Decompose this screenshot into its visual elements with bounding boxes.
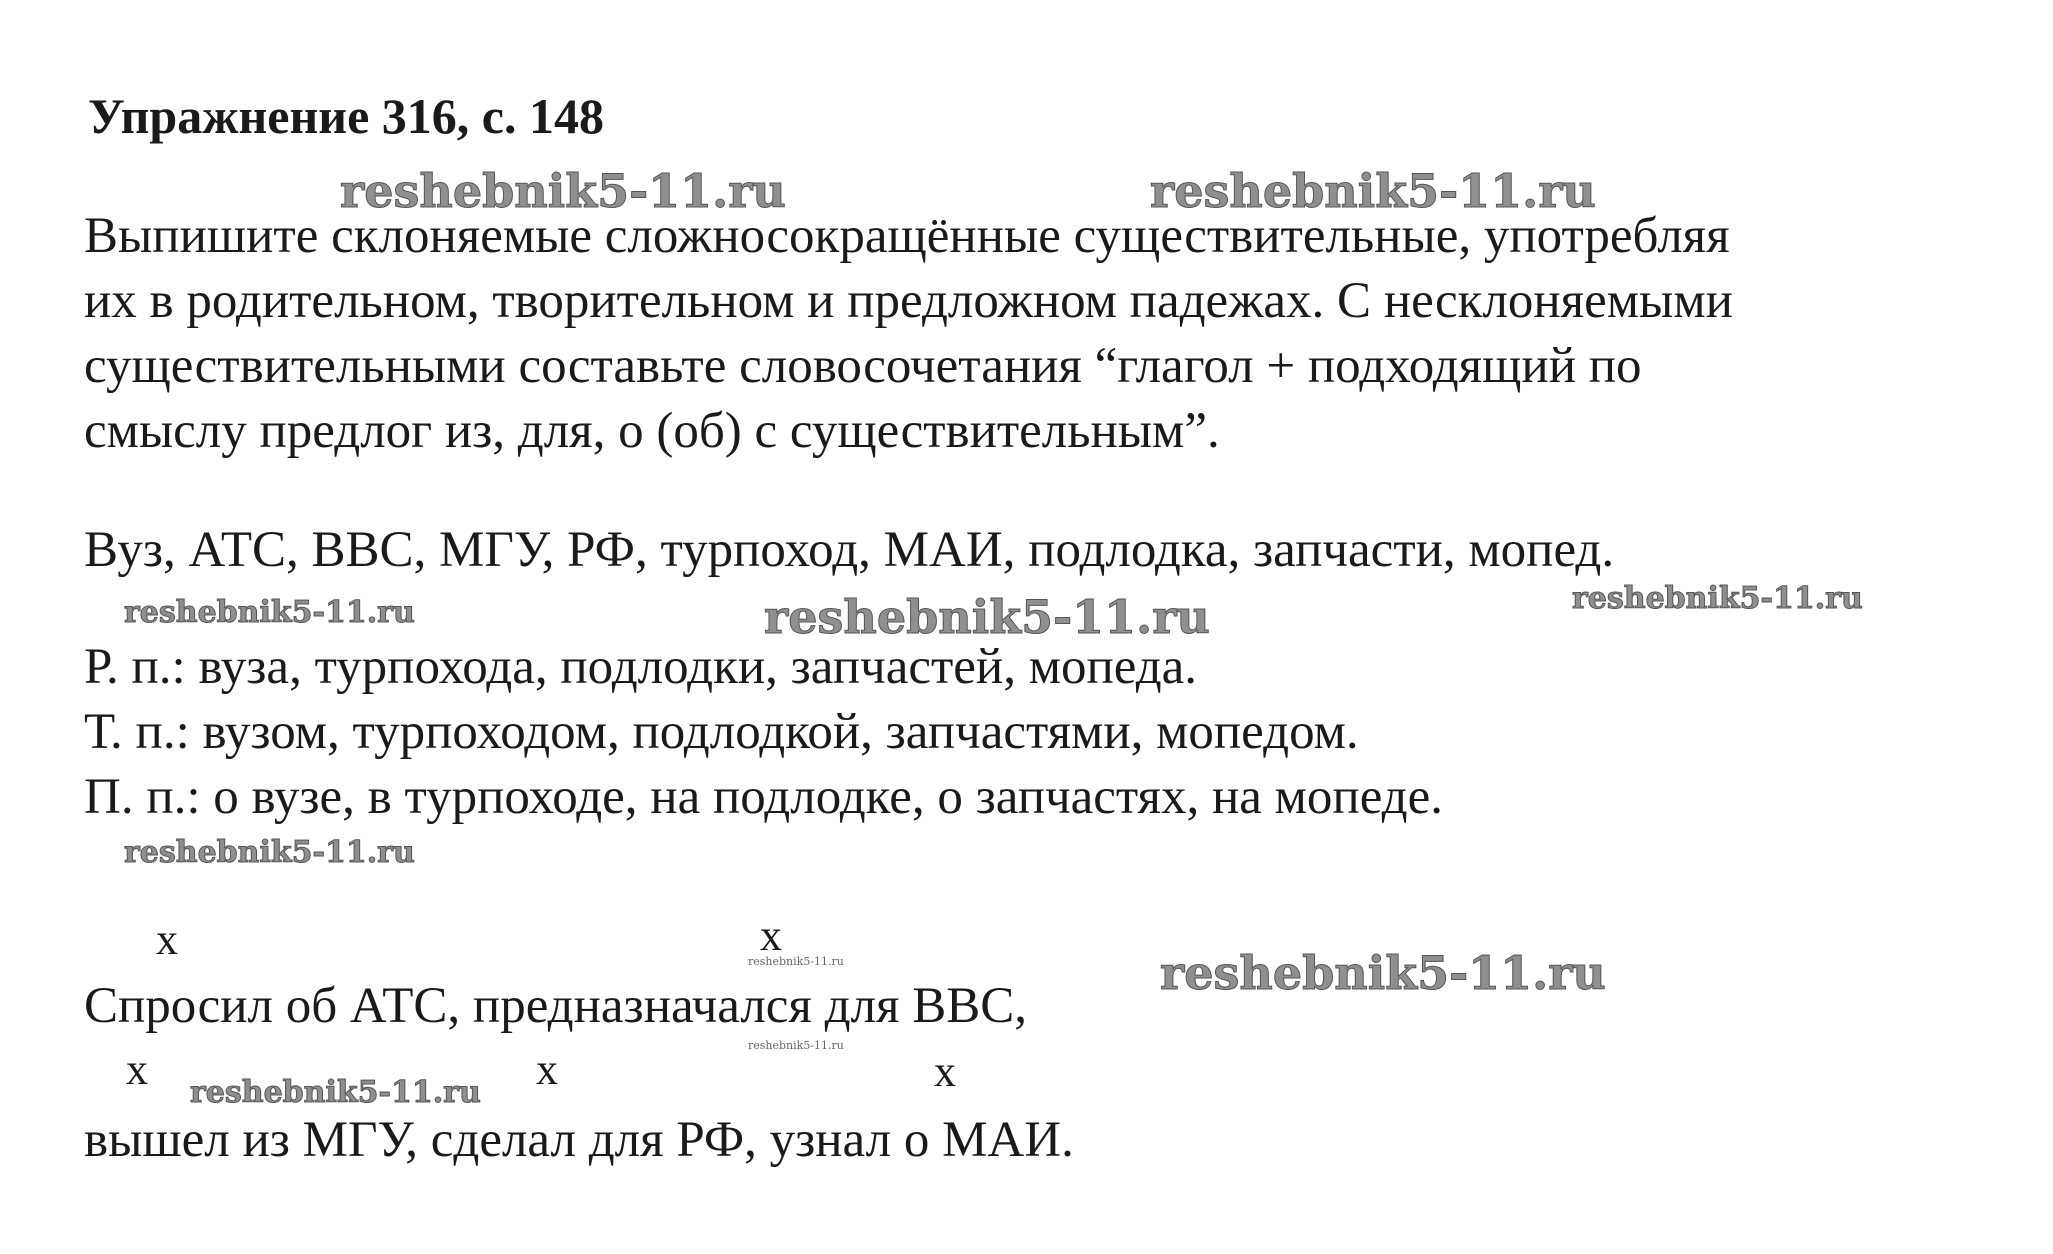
phrase-line-2: вышел из МГУ, сделал для РФ, узнал о МАИ. — [84, 1112, 1074, 1168]
task-line-3: существительными составьте словосочетания “глагол + подходящий по — [84, 338, 1642, 394]
watermark: reshebnik5-11.ru — [340, 164, 786, 218]
task-line-2: их в родительном, творительном и предложном падежах. С несклоняемыми — [84, 273, 1733, 329]
answer-genitive: Р. п.: вуза, турпохода, подлодки, запчастей, мопеда. — [84, 639, 1198, 695]
watermark: reshebnik5-11.ru — [124, 595, 415, 630]
stress-mark: x — [934, 1047, 956, 1096]
watermark: reshebnik5-11.ru — [1572, 581, 1863, 616]
watermark: reshebnik5-11.ru — [1150, 164, 1596, 218]
watermark: reshebnik5-11.ru — [748, 955, 844, 968]
watermark: reshebnik5-11.ru — [764, 590, 1210, 644]
stress-mark: x — [156, 915, 178, 964]
task-line-1: Выпишите склоняемые сложносокращённые существительные, употребляя — [84, 208, 1730, 264]
phrase-line-1: Спросил об АТС, предназначался для ВВС, — [84, 978, 1028, 1034]
watermark: reshebnik5-11.ru — [190, 1075, 481, 1110]
stress-mark: x — [760, 911, 782, 960]
answer-instrumental: Т. п.: вузом, турпоходом, подлодкой, запчастями, мопедом. — [84, 704, 1359, 760]
exercise-title: Упражнение 316, с. 148 — [88, 88, 604, 144]
watermark: reshebnik5-11.ru — [124, 835, 415, 870]
watermark: reshebnik5-11.ru — [748, 1039, 844, 1052]
task-line-4: смыслу предлог из, для, о (об) с существительным”. — [84, 403, 1220, 459]
word-list: Вуз, АТС, ВВС, МГУ, РФ, турпоход, МАИ, подлодка, запчасти, мопед. — [84, 522, 1615, 578]
stress-mark: x — [126, 1045, 148, 1094]
watermark: reshebnik5-11.ru — [1160, 946, 1606, 1000]
answer-prepositional: П. п.: о вузе, в турпоходе, на подлодке, о запчастях, на мопеде. — [84, 769, 1444, 825]
stress-mark: x — [536, 1045, 558, 1094]
